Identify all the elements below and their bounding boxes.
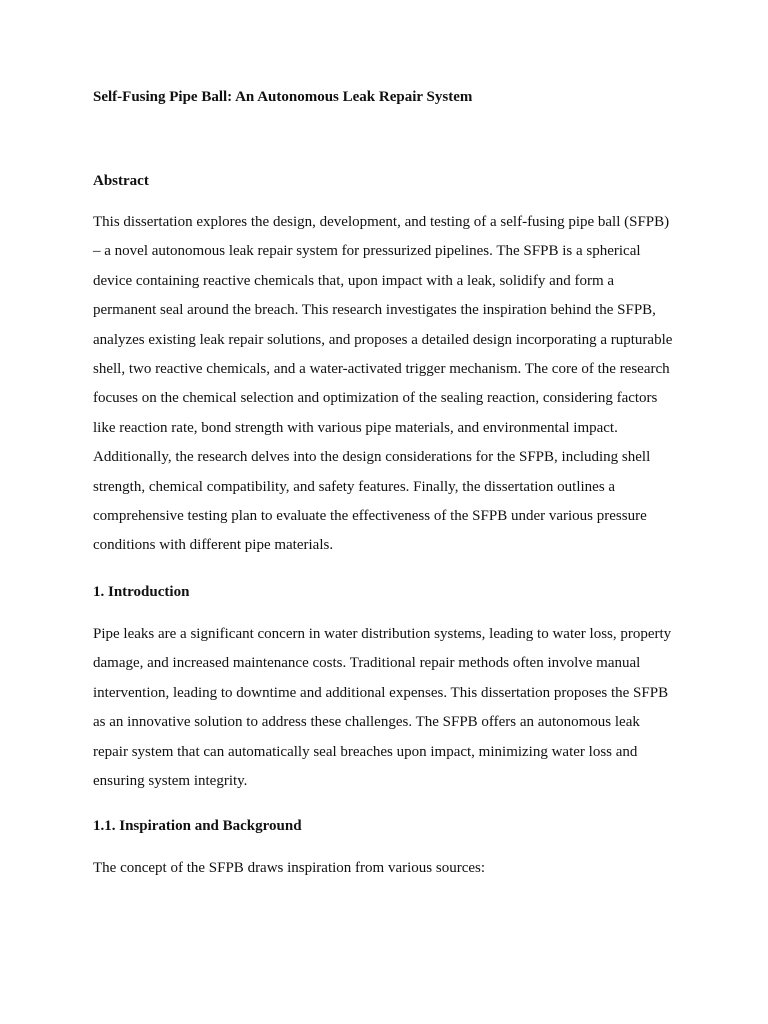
inspiration-paragraph: The concept of the SFPB draws inspiration from various sources:	[93, 860, 486, 876]
abstract-paragraph: This dissertation explores the design, development, and testing of a self-fusing pipe ball (SFPB) – a novel autonomous leak repair system for pressurized pipelines. The SFPB is a spherical device containing reactive chemicals that, upon impact with a leak, solidify and form a permanent seal around the breach. This research investigates the inspiration behind the SFPB, analyzes existing leak repair solutions, and proposes a detailed design incorporating a rupturable shell, two reactive chemicals, and a water-activated trigger mechanism. The core of the research focuses on the chemical selection and optimization of the sealing reaction, considering factors like reaction rate, bond strength with various pipe materials, and environmental impact. Additionally, the research delves into the design considerations for the SFPB, including shell strength, chemical compatibility, and safety features. Finally, the dissertation outlines a comprehensive testing plan to evaluate the effectiveness of the SFPB under various pressure conditions with different pipe materials.	[93, 214, 673, 554]
introduction-paragraph: Pipe leaks are a significant concern in water distribution systems, leading to water loss, property damage, and increased maintenance costs. Traditional repair methods often involve manual intervention, leading to downtime and additional expenses. This dissertation proposes the SFPB as an innovative solution to address these challenges. The SFPB offers an autonomous leak repair system that can automatically seal breaches upon impact, minimizing water loss and ensuring system integrity.	[93, 626, 672, 790]
document-title: Self-Fusing Pipe Ball: An Autonomous Leak Repair System	[93, 89, 473, 105]
abstract-heading: Abstract	[93, 173, 149, 189]
inspiration-heading: 1.1. Inspiration and Background	[93, 818, 302, 834]
introduction-heading: 1. Introduction	[93, 584, 190, 600]
